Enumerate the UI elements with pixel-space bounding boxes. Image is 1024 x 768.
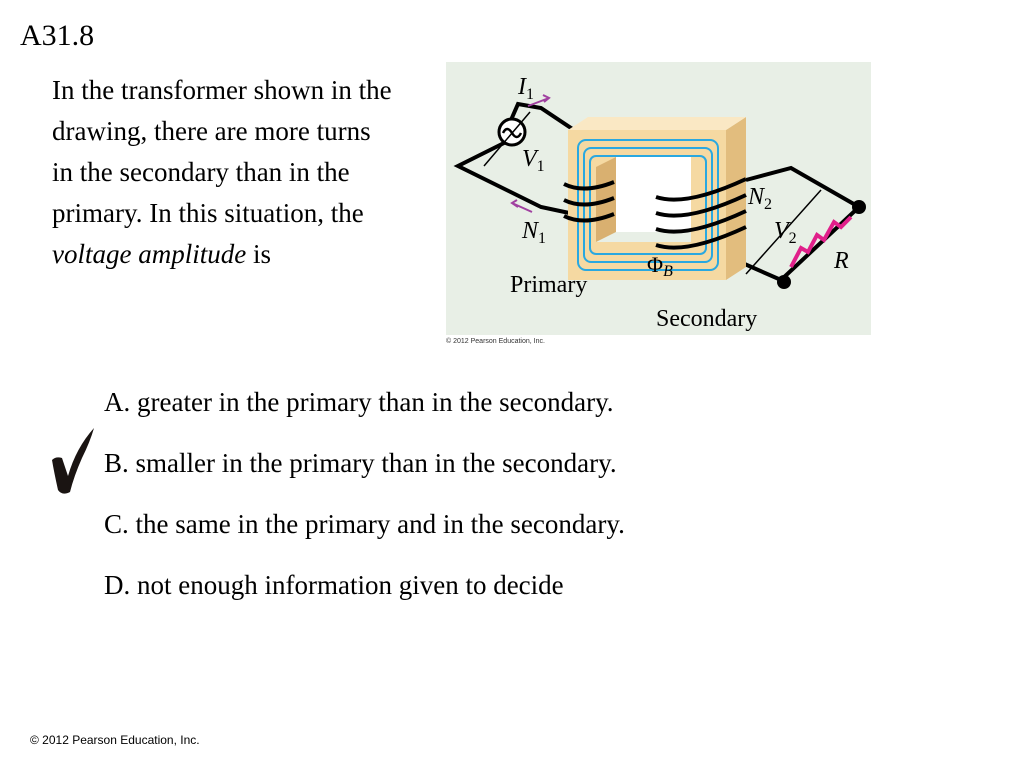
answer-a[interactable]: A. greater in the primary than in the secondary. — [104, 387, 614, 417]
terminal-top-dot — [852, 200, 866, 214]
label-phi-sub: B — [663, 263, 673, 280]
answer-b[interactable]: B. smaller in the primary than in the secondary. — [104, 448, 617, 478]
label-i1-sub: 1 — [526, 86, 534, 103]
checkmark-icon — [50, 424, 98, 496]
label-i1-main: I — [518, 74, 526, 100]
label-phi-main: Φ — [647, 252, 664, 277]
label-v2 — [774, 218, 797, 247]
question-text — [52, 70, 392, 275]
question-italic-amplitude: amplitude — [138, 239, 247, 269]
figure-credit: © 2012 Pearson Education, Inc. — [446, 338, 545, 345]
label-primary: Primary — [510, 272, 588, 298]
question-italic-voltage: voltage — [52, 239, 132, 269]
label-r: R — [834, 248, 849, 274]
label-v1-main: V — [522, 146, 537, 172]
label-n1 — [521, 218, 546, 247]
label-n1-sub: 1 — [538, 230, 547, 247]
answer-d[interactable]: D. not enough information given to decide — [104, 570, 564, 600]
slide-number: A31.8 — [20, 19, 95, 52]
label-n2-sub: 2 — [764, 196, 773, 213]
question-part-2: is — [246, 239, 271, 269]
checkmark-shape — [52, 428, 94, 494]
answer-c[interactable]: C. the same in the primary and in the secondary. — [104, 509, 625, 539]
primary-wire-bottom — [458, 142, 574, 214]
label-v2-sub: 2 — [788, 230, 797, 247]
core-window-back — [616, 157, 691, 232]
transformer-diagram — [446, 62, 871, 335]
label-n2 — [747, 184, 772, 213]
answer-list — [104, 382, 984, 626]
transformer-svg — [446, 62, 871, 335]
label-v1-sub: 1 — [536, 158, 545, 175]
copyright-footer: © 2012 Pearson Education, Inc. — [30, 733, 200, 747]
label-n2-main: N — [748, 184, 765, 210]
label-i1 — [517, 74, 534, 103]
label-v1 — [522, 146, 545, 175]
label-secondary: Secondary — [656, 306, 758, 332]
label-n1-main: N — [522, 218, 539, 244]
terminal-bottom-dot — [777, 275, 791, 289]
question-part-1: In the transformer shown in the drawing, there are more turns in the secondary than in the primary. In this situation, the — [52, 75, 392, 228]
label-v2-main: V — [774, 218, 789, 244]
core-top-face — [568, 117, 746, 130]
